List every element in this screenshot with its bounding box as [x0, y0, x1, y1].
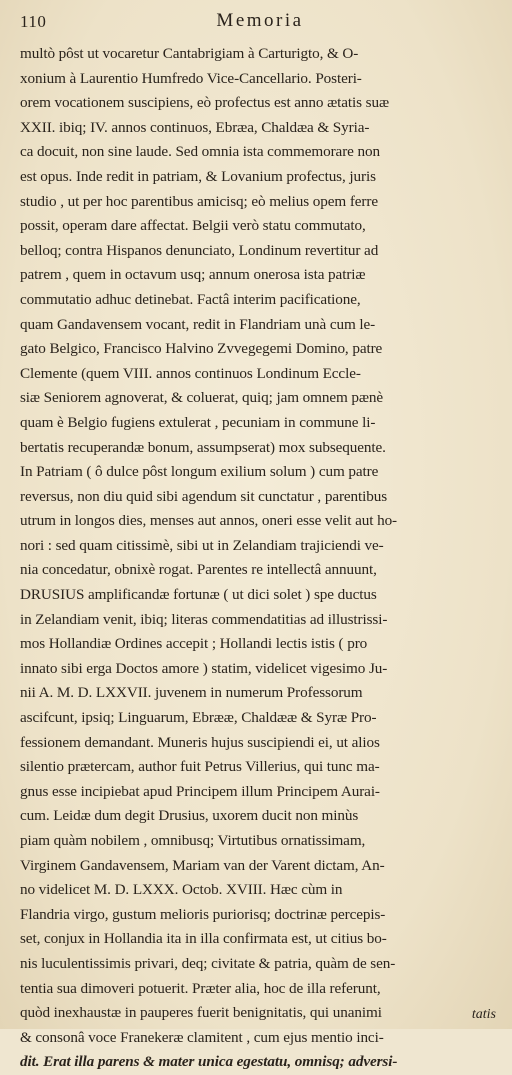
text-line: bertatis recuperandæ bonum, assumpserat) mox subsequente. [20, 438, 386, 456]
text-line: reversus, non diu quid sibi agendum sit cunctatur , parentibus [20, 487, 388, 505]
text-line: cum. Leidæ dum degit Drusius, uxorem ducit non minùs [20, 807, 359, 825]
text-line: quam è Belgio fugiens extulerat , pecuniam in commune li- [20, 413, 376, 431]
text-line: nii A. M. D. LXXVII. juvenem in numerum Professorum [20, 684, 363, 702]
text-line: multò pôst ut vocaretur Cantabrigiam à Carturigto, & O- [20, 45, 359, 62]
text-line: In Patriam ( ô dulce pôst longum exilium solum ) cum patre [20, 463, 379, 481]
text-line-italic: dit. Erat illa parens & mater unica egestatu, omnisq; adversi- [20, 1053, 398, 1071]
text-line: innato sibi erga Doctos amore ) statim, videlicet vigesimo Ju- [20, 659, 388, 677]
text-line: quòd inexhaustæ in pauperes fuerit benignitatis, qui unanimi [20, 1004, 382, 1022]
text-line: in Zelandiam venit, ibiq; literas commendatitias ad illustrissi- [20, 610, 388, 628]
text-line: gnus esse incipiebat apud Principem illum Principem Aurai- [20, 782, 380, 800]
text-line: belloq; contra Hispanos denunciato, Londinum revertitur ad [20, 241, 379, 259]
text-line: Virginem Gandavensem, Mariam van der Varent dictam, An- [20, 856, 385, 874]
text-line: set, conjux in Hollandia ita in illa confirmata est, ut citius bo- [20, 930, 387, 948]
text-line: ca docuit, non sine laude. Sed omnia ista commemorare non [20, 143, 380, 161]
text-line: nori : sed quam citissimè, sibi ut in Zelandiam trajiciendi ve- [20, 536, 384, 554]
running-head: Memoria [216, 10, 304, 31]
text-line: XXII. ibiq; IV. annos continuos, Ebræa, Chaldæa & Syria- [20, 118, 370, 136]
text-line: siæ Seniorem agnoverat, & coluerat, quiq; jam omnem pænè [20, 389, 384, 407]
page-header [20, 10, 500, 34]
text-line: est opus. Inde redit in patriam, & Lovanium profectus, juris [20, 167, 376, 185]
text-line: mos Hollandiæ Ordines accepit ; Hollandi lectis istis ( pro [20, 635, 368, 653]
catchword: tatis [471, 1007, 496, 1022]
body-text [20, 42, 500, 1075]
text-line: possit, operam dare affectat. Belgii verò statu commutato, [20, 217, 366, 235]
text-line: Clemente (quem VIII. annos continuos Londinum Eccle- [20, 364, 361, 382]
text-line: silentio prætercam, author fuit Petrus Villerius, qui tunc ma- [20, 758, 380, 776]
text-line: & consonâ voce Franekeræ clamitent , cum ejus mentio inci- [20, 1028, 384, 1046]
text-line: quam Gandavensem vocant, redit in Flandriam unà cum le- [20, 315, 376, 333]
text-line: xonium à Laurentio Humfredo Vice-Cancellario. Posteri- [20, 69, 362, 87]
text-line: tentia sua dimoveri potuerit. Præter alia, hoc de illa referunt, [20, 979, 381, 997]
text-line: no videlicet M. D. LXXX. Octob. XVIII. Hæc cùm in [20, 881, 343, 899]
text-line: fessionem demandant. Muneris hujus suscipiendi ei, ut alios [20, 733, 380, 751]
text-line: patrem , quem in octavum usq; annum onerosa ista patriæ [20, 266, 366, 284]
text-line: nia concedatur, obnixè rogat. Parentes re intellectâ annuunt, [20, 561, 377, 579]
text-line: studio , ut per hoc parentibus amicisq; eò melius opem ferre [20, 192, 378, 210]
text-line: commutatio adhuc detinebat. Factâ interim pacificatione, [20, 290, 361, 308]
text-line: gato Belgico, Francisco Halvino Zvvegegemi Domino, patre [20, 340, 383, 358]
text-line: DRUSIUS amplificandæ fortunæ ( ut dici solet ) spe ductus [20, 586, 377, 604]
text-line: Flandria virgo, gustum melioris puriorisq; doctrinæ percepis- [20, 905, 386, 923]
page-number: 110 [20, 12, 47, 31]
text-line: orem vocationem suscipiens, eò profectus est anno ætatis suæ [20, 94, 389, 112]
text-line: nis luculentissimis privari, deq; civitate & patria, quàm de sen- [20, 954, 396, 972]
text-line: utrum in longos dies, menses aut annos, oneri esse velit aut ho- [20, 512, 398, 530]
text-line: ascifcunt, ipsiq; Linguarum, Ebrææ, Chaldææ & Syræ Pro- [20, 709, 377, 727]
text-line: piam quàm nobilem , omnibusq; Virtutibus ornatissimam, [20, 832, 366, 849]
